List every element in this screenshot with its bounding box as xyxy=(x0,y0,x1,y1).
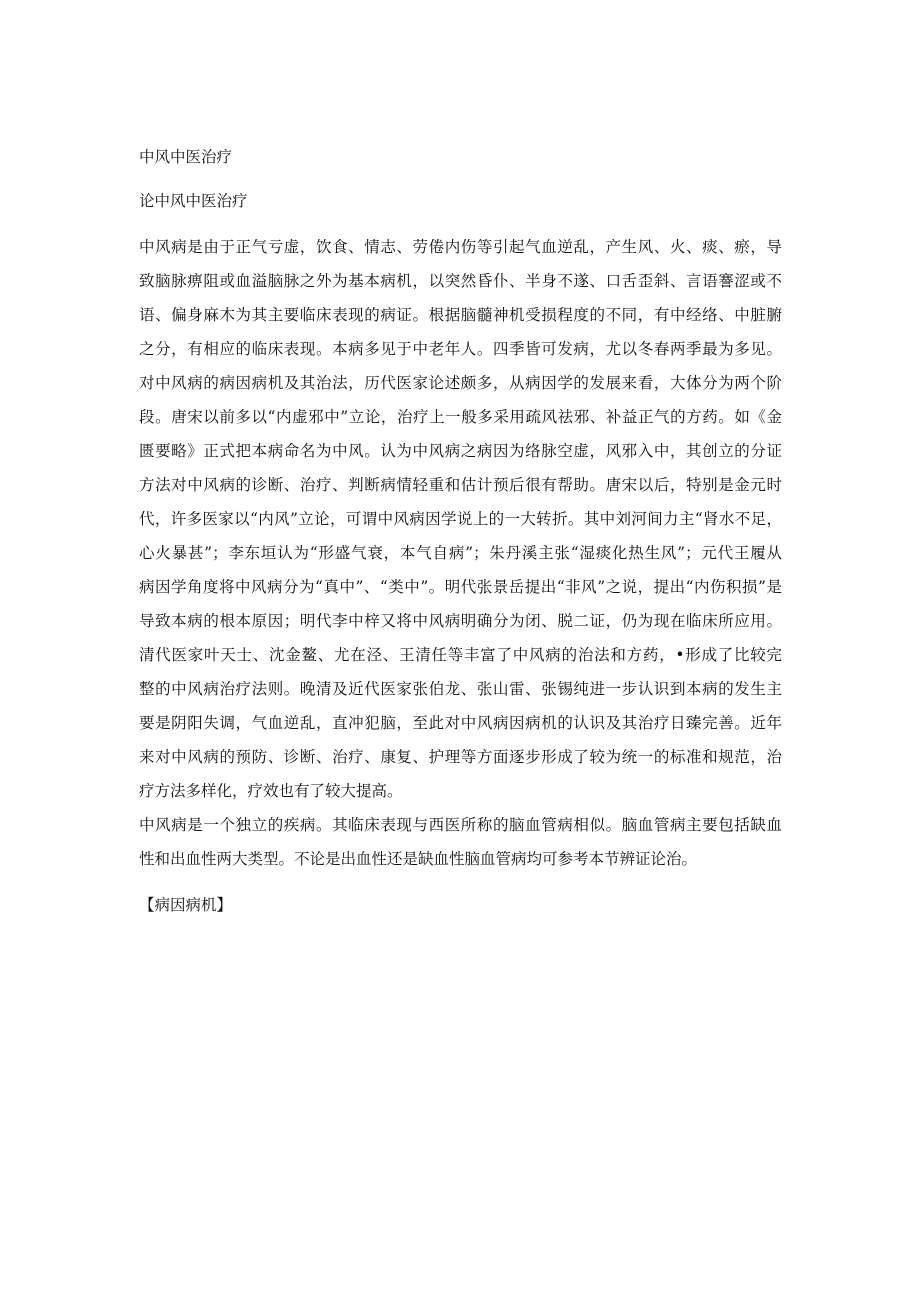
paragraph-line: 匮要略》正式把本病命名为中风。认为中风病之病因为络脉空虚，风邪入中，其创立的分证 xyxy=(139,442,782,460)
paragraph-line: 病因学角度将中风病分为“真中”、“类中”。明代张景岳提出“非风”之说，提出“内伤积损”是 xyxy=(139,578,782,596)
paragraph-line: 疗方法多样化，疗效也有了较大提高。 xyxy=(139,782,403,800)
paragraph-western-correlation xyxy=(139,808,782,876)
paragraph-line: 心火暴甚”；李东垣认为“形盛气衰，本气自病”；朱丹溪主张“湿痰化热生风”；元代王履从 xyxy=(139,544,782,562)
document-subtitle: 论中风中医治疗 xyxy=(139,192,248,210)
section-heading: 【病因病机】 xyxy=(139,896,233,914)
document-body xyxy=(139,140,782,922)
paragraph-line: 性和出血性两大类型。不论是出血性还是缺血性脑血管病均可参考本节辨证论治。 xyxy=(139,850,698,868)
paragraph-line: 中风病是一个独立的疾病。其临床表现与西医所称的脑血管病相似。脑血管病主要包括缺血 xyxy=(139,816,782,834)
paragraph-history xyxy=(139,366,782,808)
document-title: 中风中医治疗 xyxy=(139,148,233,166)
paragraph-line: 对中风病的病因病机及其治法，历代医家论述颇多，从病因学的发展来看，大体分为两个阶 xyxy=(139,374,782,392)
paragraph-line: 方法对中风病的诊断、治疗、判断病情轻重和估计预后很有帮助。唐宋以后，特别是金元时 xyxy=(139,476,782,494)
paragraph-line: 导致本病的根本原因；明代李中梓又将中风病明确分为闭、脱二证，仍为现在临床所应用。 xyxy=(139,612,782,630)
paragraph-line: 来对中风病的预防、诊断、治疗、康复、护理等方面逐步形成了较为统一的标准和规范，治 xyxy=(139,748,782,766)
paragraph-line: 要是阴阳失调，气血逆乱，直冲犯脑，至此对中风病因病机的认识及其治疗日臻完善。近年 xyxy=(139,714,782,732)
paragraph-line: 语、偏身麻木为其主要临床表现的病证。根据脑髓神机受损程度的不同，有中经络、中脏腑 xyxy=(139,306,782,324)
paragraph-line: 段。唐宋以前多以“内虚邪中”立论，治疗上一般多采用疏风祛邪、补益正气的方药。如《金 xyxy=(139,408,782,426)
paragraph-intro xyxy=(139,230,782,366)
paragraph-line: 整的中风病治疗法则。晚清及近代医家张伯龙、张山雷、张锡纯进一步认识到本病的发生主 xyxy=(139,680,782,698)
paragraph-line: 代，许多医家以“内风”立论，可谓中风病因学说上的一大转折。其中刘河间力主“肾水不足， xyxy=(139,510,782,528)
paragraph-line: 中风病是由于正气亏虚，饮食、情志、劳倦内伤等引起气血逆乱，产生风、火、痰、瘀，导 xyxy=(139,238,782,256)
paragraph-line: 清代医家叶天士、沈金鳌、尤在泾、王清任等丰富了中风病的治法和方药，•形成了比较完 xyxy=(139,646,782,664)
paragraph-line: 之分，有相应的临床表现。本病多见于中老年人。四季皆可发病，尤以冬春两季最为多见。 xyxy=(139,340,782,358)
paragraph-line: 致脑脉痹阻或血溢脑脉之外为基本病机，以突然昏仆、半身不遂、口舌歪斜、言语謇涩或不 xyxy=(139,272,782,290)
